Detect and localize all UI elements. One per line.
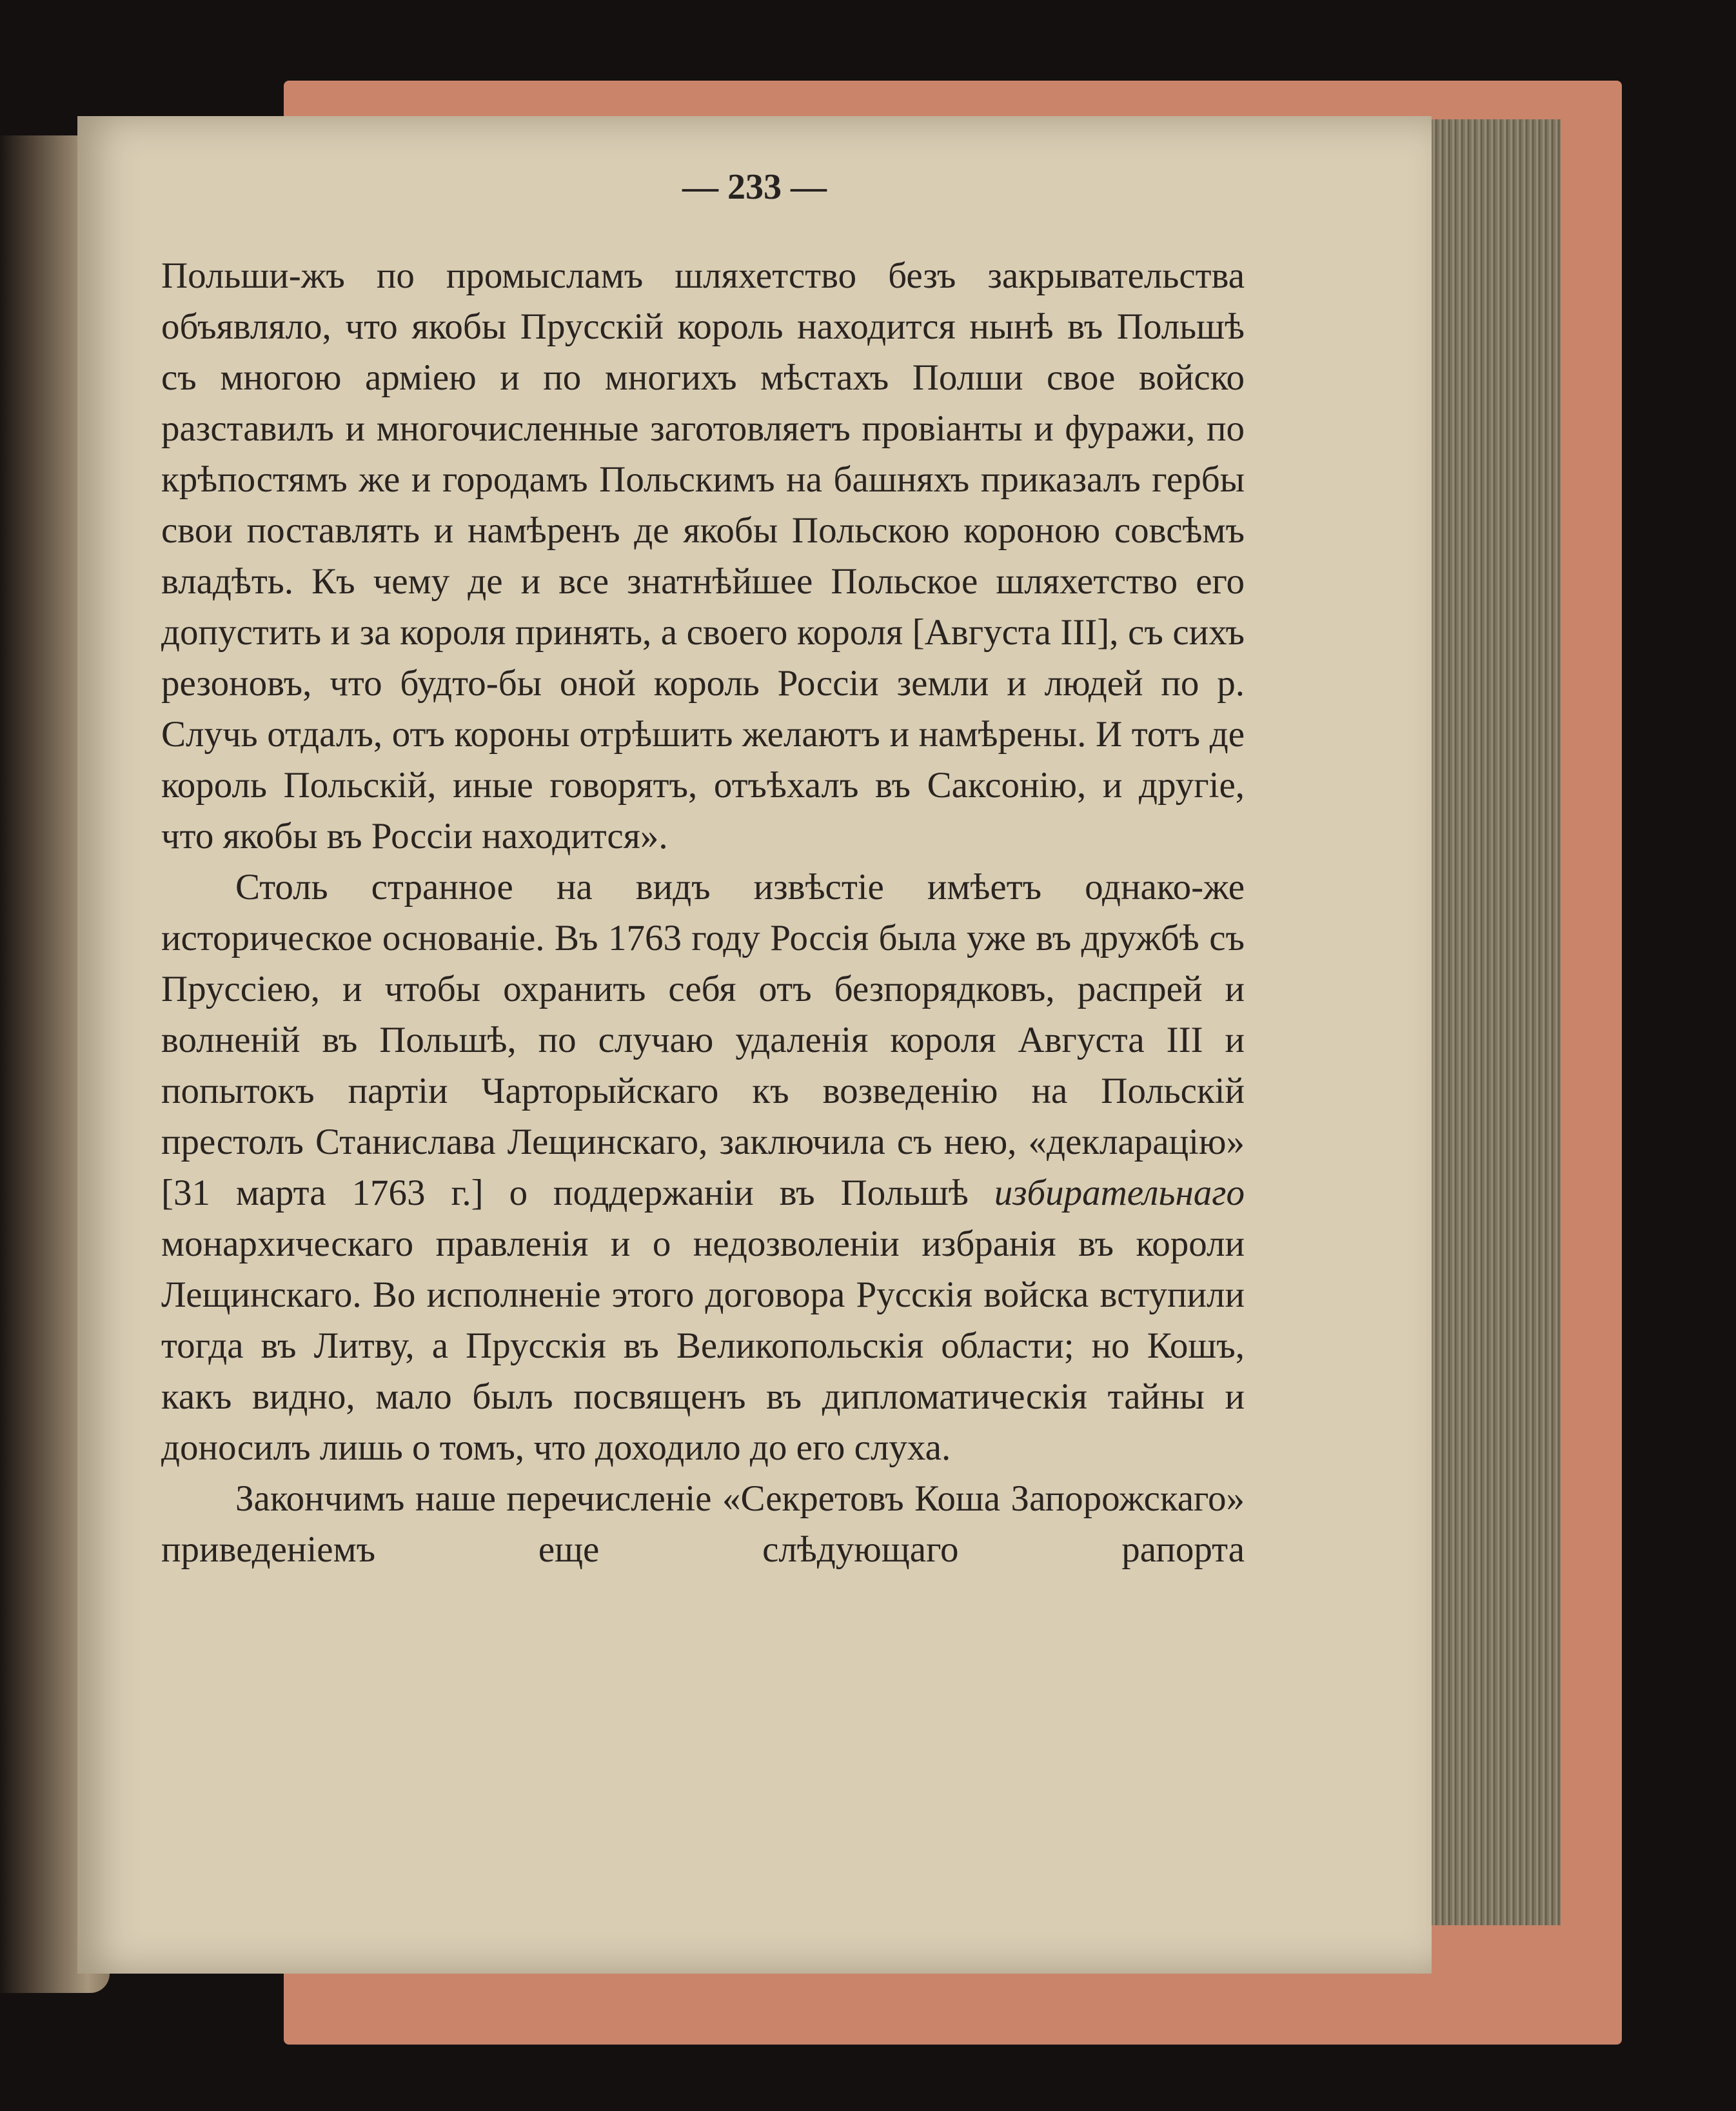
page-number: — 233 — <box>682 167 827 207</box>
body-text <box>161 250 1245 1626</box>
italic-term: избирательнаго <box>994 1173 1245 1213</box>
page-block-edge <box>1432 119 1561 1925</box>
paragraph-quote-tail <box>161 250 1245 862</box>
text-run: Польши-жъ по промысламъ шляхетство безъ закрывательства объявляло, что якобы Прусскій король находится нынѣ въ Польшѣ съ многою арміею и по многихъ мѣстахъ Полши свое войско разставилъ и многочисленные заготовляетъ провіанты и фуражи, по крѣпостямъ же и городамъ Польскимъ на башняхъ приказалъ гербы свои поставлять и намѣренъ де якобы Польскою короною совсѣмъ владѣть. Къ чему де и все знатнѣйшее Польское шляхетство его допустить и за короля принять, а своего короля [Августа III], съ сихъ резоновъ, что будто-бы оной король Россіи земли и людей по р. Случь отдалъ, отъ короны отрѣшить желаютъ и намѣрены. И тотъ де король Польскій, иные говорятъ, отъѣхалъ въ Саксонію, и другіе, что якобы въ Россіи находится». <box>161 255 1245 857</box>
paragraph-commentary <box>161 862 1245 1473</box>
text-run: Закончимъ наше перечисленіе «Секретовъ Коша Запорожскаго» приведеніемъ еще слѣдующаго рапорта <box>161 1478 1245 1570</box>
paragraph-conclusion <box>161 1473 1245 1626</box>
text-run: Столь странное на видъ извѣстіе имѣетъ однако-же историческое основаніе. Въ 1763 году Россія была уже въ дружбѣ съ Пруссіею, и чтобы охранить себя отъ безпорядковъ, распрей и волненій въ Польшѣ, по случаю удаленія короля Августа III и попытокъ партіи Чарторыйскаго къ возведенію на Польскій престолъ Станислава Лещинскаго, заключила съ нею, «декларацію» [31 марта 1763 г.] о поддержаніи въ Польшѣ <box>161 867 1245 1213</box>
text-run: монархическаго правленія и о недозволеніи избранія въ короли Лещинскаго. Во исполненіе этого договора Русскія войска вступили тогда въ Литву, а Прусскія въ Великопольскія области; но Кошъ, какъ видно, мало былъ посвященъ въ дипломатическія тайны и доносилъ лишь о томъ, что доходило до его слуха. <box>161 1224 1245 1468</box>
